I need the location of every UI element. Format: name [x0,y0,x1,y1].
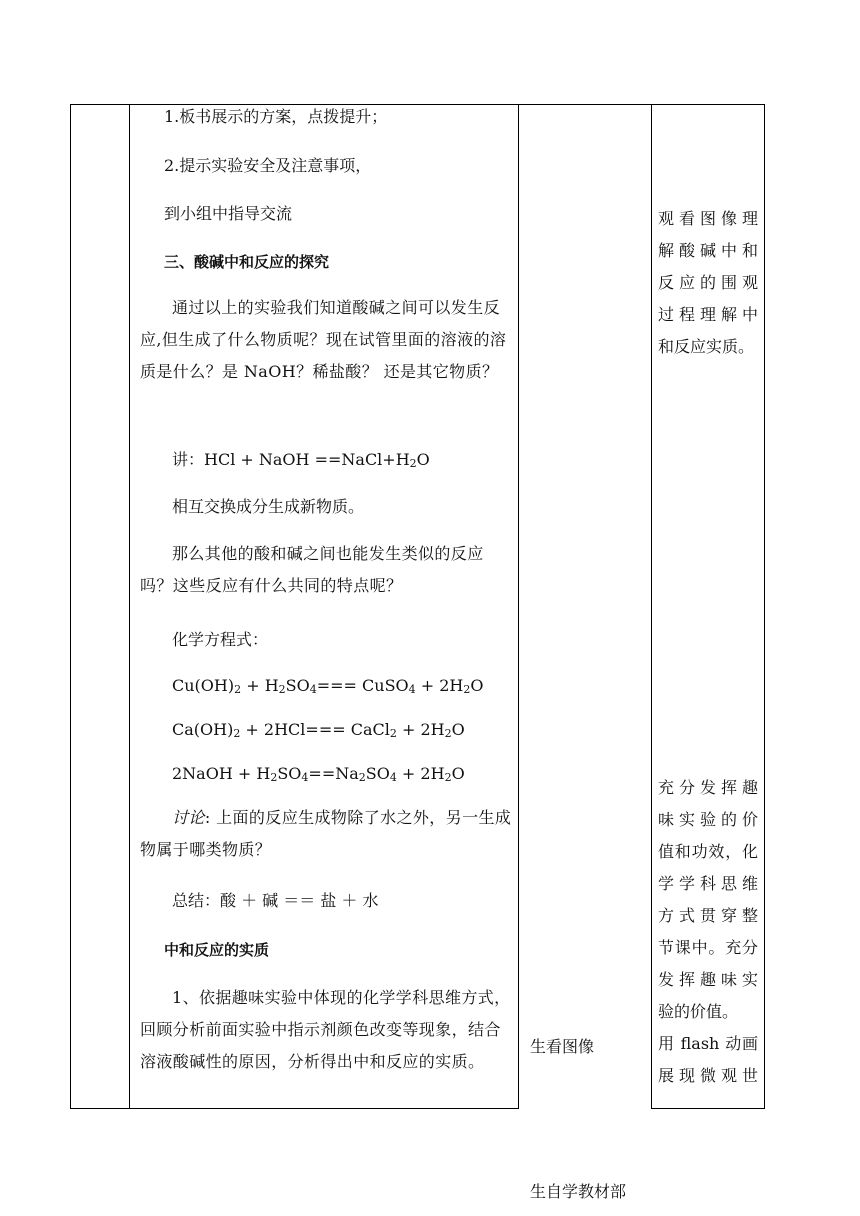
design-intent-bottom: 充分发挥趣 味实验的价 值和功效，化 学学科思维 方式贯穿整 节课中。充分 发挥趣味实 验的价值。 用 flash 动画 展现微观世 [658,778,758,1085]
equation-1: $Cu(OH)_2 + H_2SO_4===$ CuSO$_4$ + $2H_2O$ [172,676,484,696]
text-line-1: 1.板书展示的方案，点拨提升； [164,107,388,126]
equation-3: 2NaOH + $H_2SO_4==Na_2SO_4 + 2H_2O$ [172,764,465,784]
paragraph-essence: 1、依据趣味实验中体现的化学学科思维方式，回顾分析前面实验中指示剂颜色改变等现象，结合溶液酸碱性的原因，分析得出中和反应的实质。 [140,988,511,1071]
column-divider-1 [129,104,130,1109]
design-intent-top: 观看图像理 解酸碱中和 反应的围观 过程理解中 和反应实质。 [658,209,758,356]
column-divider-3 [651,104,652,1109]
table-left-border [70,104,71,1109]
equation-label: 化学方程式： [172,630,269,649]
section-heading: 三、酸碱中和反应的探究 [164,253,330,271]
footer-text: 生自学教材部 [530,1182,627,1201]
summary-line: 总结：酸 ＋ 碱 ＝＝ 盐 ＋ 水 [172,891,379,910]
paragraph-similar-reaction: 那么其他的酸和碱之间也能发生类似的反应吗？这些反应有什么共同的特点呢？ [140,544,484,595]
discussion-paragraph [140,802,512,866]
equation-speak-o: O [416,450,430,469]
student-activity-text: 生看图像 [530,1037,595,1056]
table-bottom-border-right [651,1108,765,1109]
table-right-border [764,104,765,1109]
subscript: 2 [409,457,417,470]
paragraph-question: 通过以上的实验我们知道酸碱之间可以发生反应,但生成了什么物质呢？现在试管里面的溶液的溶质是什么？是 NaOH？稀盐酸？ 还是其它物质？ [140,298,507,381]
essence-heading: 中和反应的实质 [164,941,270,959]
text-line-3: 到小组中指导交流 [164,204,293,223]
discussion-label: 讨论 [172,808,205,827]
exchange-statement: 相互交换成分生成新物质。 [172,497,365,516]
table-bottom-border-left [70,1108,519,1109]
equation-speak [172,450,430,470]
text-line-2: 2.提示实验安全及注意事项， [164,156,372,175]
equation-2: $Ca(OH)_2 + 2HCl===$ CaCl$_2$ + $2H_2O$ [172,720,465,740]
discussion-text: : 上面的反应生成物除了水之外，另一生成物属于哪类物质？ [140,808,512,859]
equation-speak-text: 讲：HCl + NaOH ==NaCl+H [172,450,410,469]
table-top-border [70,104,765,105]
